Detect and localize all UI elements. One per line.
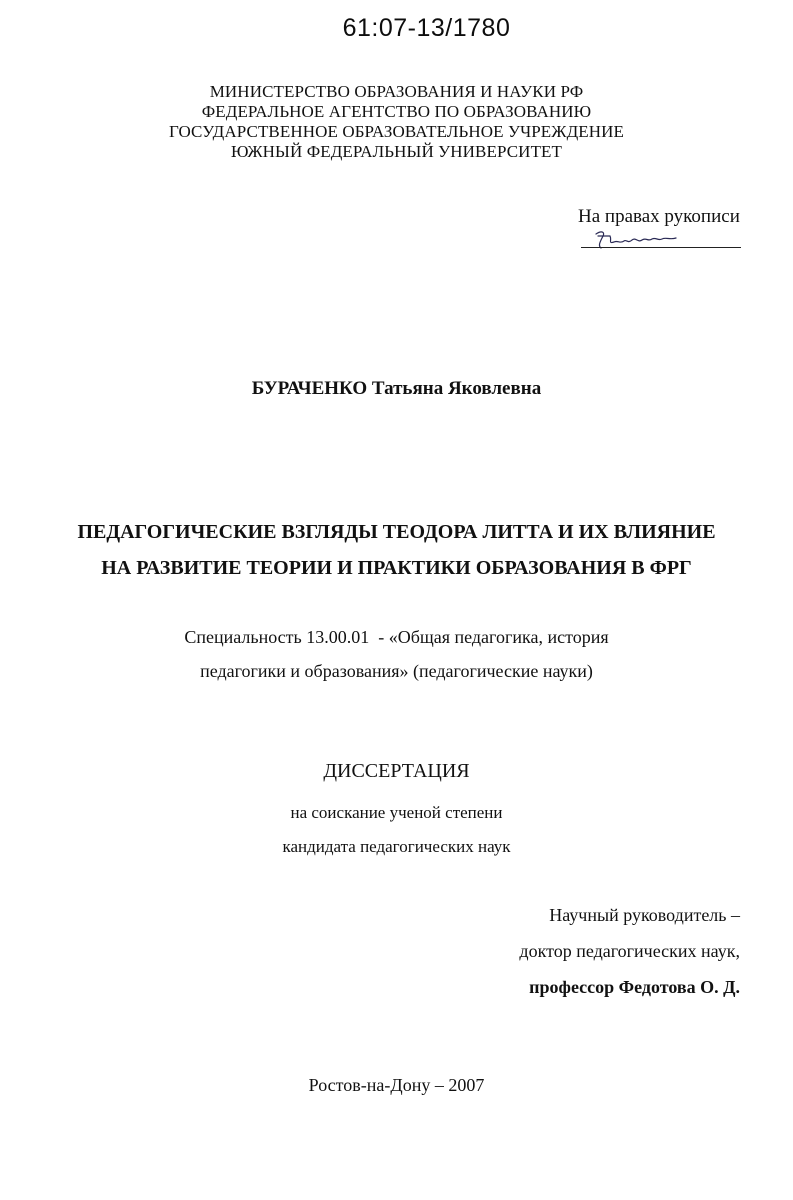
signature-line xyxy=(581,247,741,248)
degree-line-2: кандидата педагогических наук xyxy=(282,837,511,856)
specialty-line-2: педагогики и образования» (педагогические науки) xyxy=(200,661,593,681)
author-name: БУРАЧЕНКО Татьяна Яковлевна xyxy=(251,378,542,399)
supervisor-role: Научный руководитель – xyxy=(549,905,740,925)
catalog-number: 61:07-13/1780 xyxy=(342,14,511,42)
city-year: Ростов-на-Дону – 2007 xyxy=(308,1075,485,1095)
specialty xyxy=(0,620,793,688)
specialty-line-1: Специальность 13.00.01 - «Общая педагогика, история xyxy=(184,627,609,647)
degree-line-1: на соискание ученой степени xyxy=(290,803,503,822)
supervisor-degree: доктор педагогических наук, xyxy=(519,941,740,961)
header-line-ministry: МИНИСТЕРСТВО ОБРАЗОВАНИЯ И НАУКИ РФ xyxy=(209,82,584,101)
header-line-agency: ФЕДЕРАЛЬНОЕ АГЕНТСТВО ПО ОБРАЗОВАНИЮ xyxy=(201,102,592,121)
handwritten-signature xyxy=(592,228,682,252)
title-line-2: НА РАЗВИТИЕ ТЕОРИИ И ПРАКТИКИ ОБРАЗОВАНИЯ В ФРГ xyxy=(101,557,692,579)
degree-sought xyxy=(0,796,793,864)
manuscript-rights-label: На правах рукописи xyxy=(578,206,740,227)
document-type: ДИССЕРТАЦИЯ xyxy=(323,760,470,782)
institution-header xyxy=(0,82,793,162)
header-line-university: ЮЖНЫЙ ФЕДЕРАЛЬНЫЙ УНИВЕРСИТЕТ xyxy=(230,142,563,161)
dissertation-title xyxy=(0,514,793,586)
title-line-1: ПЕДАГОГИЧЕСКИЕ ВЗГЛЯДЫ ТЕОДОРА ЛИТТА И ИХ ВЛИЯНИЕ xyxy=(77,521,716,543)
header-line-institution: ГОСУДАРСТВЕННОЕ ОБРАЗОВАТЕЛЬНОЕ УЧРЕЖДЕНИЕ xyxy=(168,122,625,141)
supervisor-name: профессор Федотова О. Д. xyxy=(529,977,740,997)
scientific-supervisor xyxy=(340,897,740,1005)
